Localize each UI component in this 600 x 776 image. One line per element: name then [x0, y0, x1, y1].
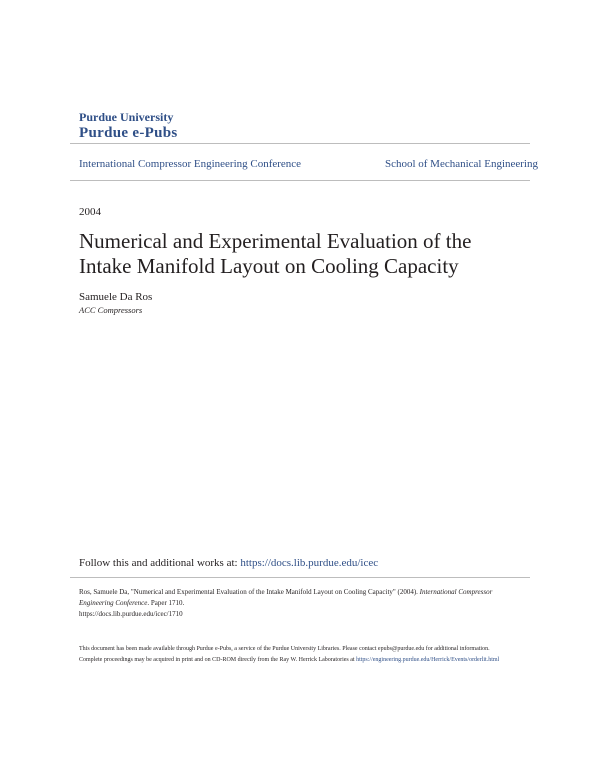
- herrick-link[interactable]: https://engineering.purdue.edu/Herrick/Events/orderlit.html: [356, 656, 500, 663]
- publication-year: 2004: [79, 206, 101, 218]
- follow-text: Follow this and additional works at:: [79, 557, 241, 569]
- citation-text: Ros, Samuele Da, "Numerical and Experimental Evaluation of the Intake Manifold Layout on Cooling Capacity" (2004).: [79, 588, 420, 596]
- notice-block: [79, 645, 524, 666]
- follow-line: [79, 556, 378, 570]
- citation-paper: . Paper 1710.: [147, 599, 185, 607]
- paper-title: Numerical and Experimental Evaluation of the Intake Manifold Layout on Cooling Capacity: [79, 229, 472, 278]
- citation-block: [79, 587, 524, 620]
- author-affiliation: ACC Compressors: [79, 305, 143, 315]
- divider-citation: [70, 577, 530, 578]
- collection-link[interactable]: https://docs.lib.purdue.edu/icec: [240, 557, 379, 569]
- divider-nav: [70, 180, 530, 181]
- divider-top: [70, 143, 530, 144]
- institution-header: [79, 110, 178, 142]
- university-name[interactable]: Purdue University: [79, 110, 174, 124]
- author-name: Samuele Da Ros: [79, 291, 153, 303]
- proceedings-notice: [79, 656, 524, 666]
- school-link[interactable]: School of Mechanical Engineering: [384, 158, 538, 170]
- proceedings-text: Complete proceedings may be acquired in print and on CD-ROM directly from the Ray W. Herrick Laboratories at: [79, 656, 357, 663]
- repository-name[interactable]: Purdue e-Pubs: [79, 125, 178, 141]
- citation-conference: International Compressor Engineering Conference: [79, 588, 493, 607]
- conference-link[interactable]: International Compressor Engineering Conference: [79, 158, 302, 170]
- citation-url[interactable]: https://docs.lib.purdue.edu/icec/1710: [79, 610, 183, 618]
- availability-notice: This document has been made available through Purdue e-Pubs, a service of the Purdue University Libraries. Please contact epubs@purdue.edu for additional information.: [79, 646, 490, 652]
